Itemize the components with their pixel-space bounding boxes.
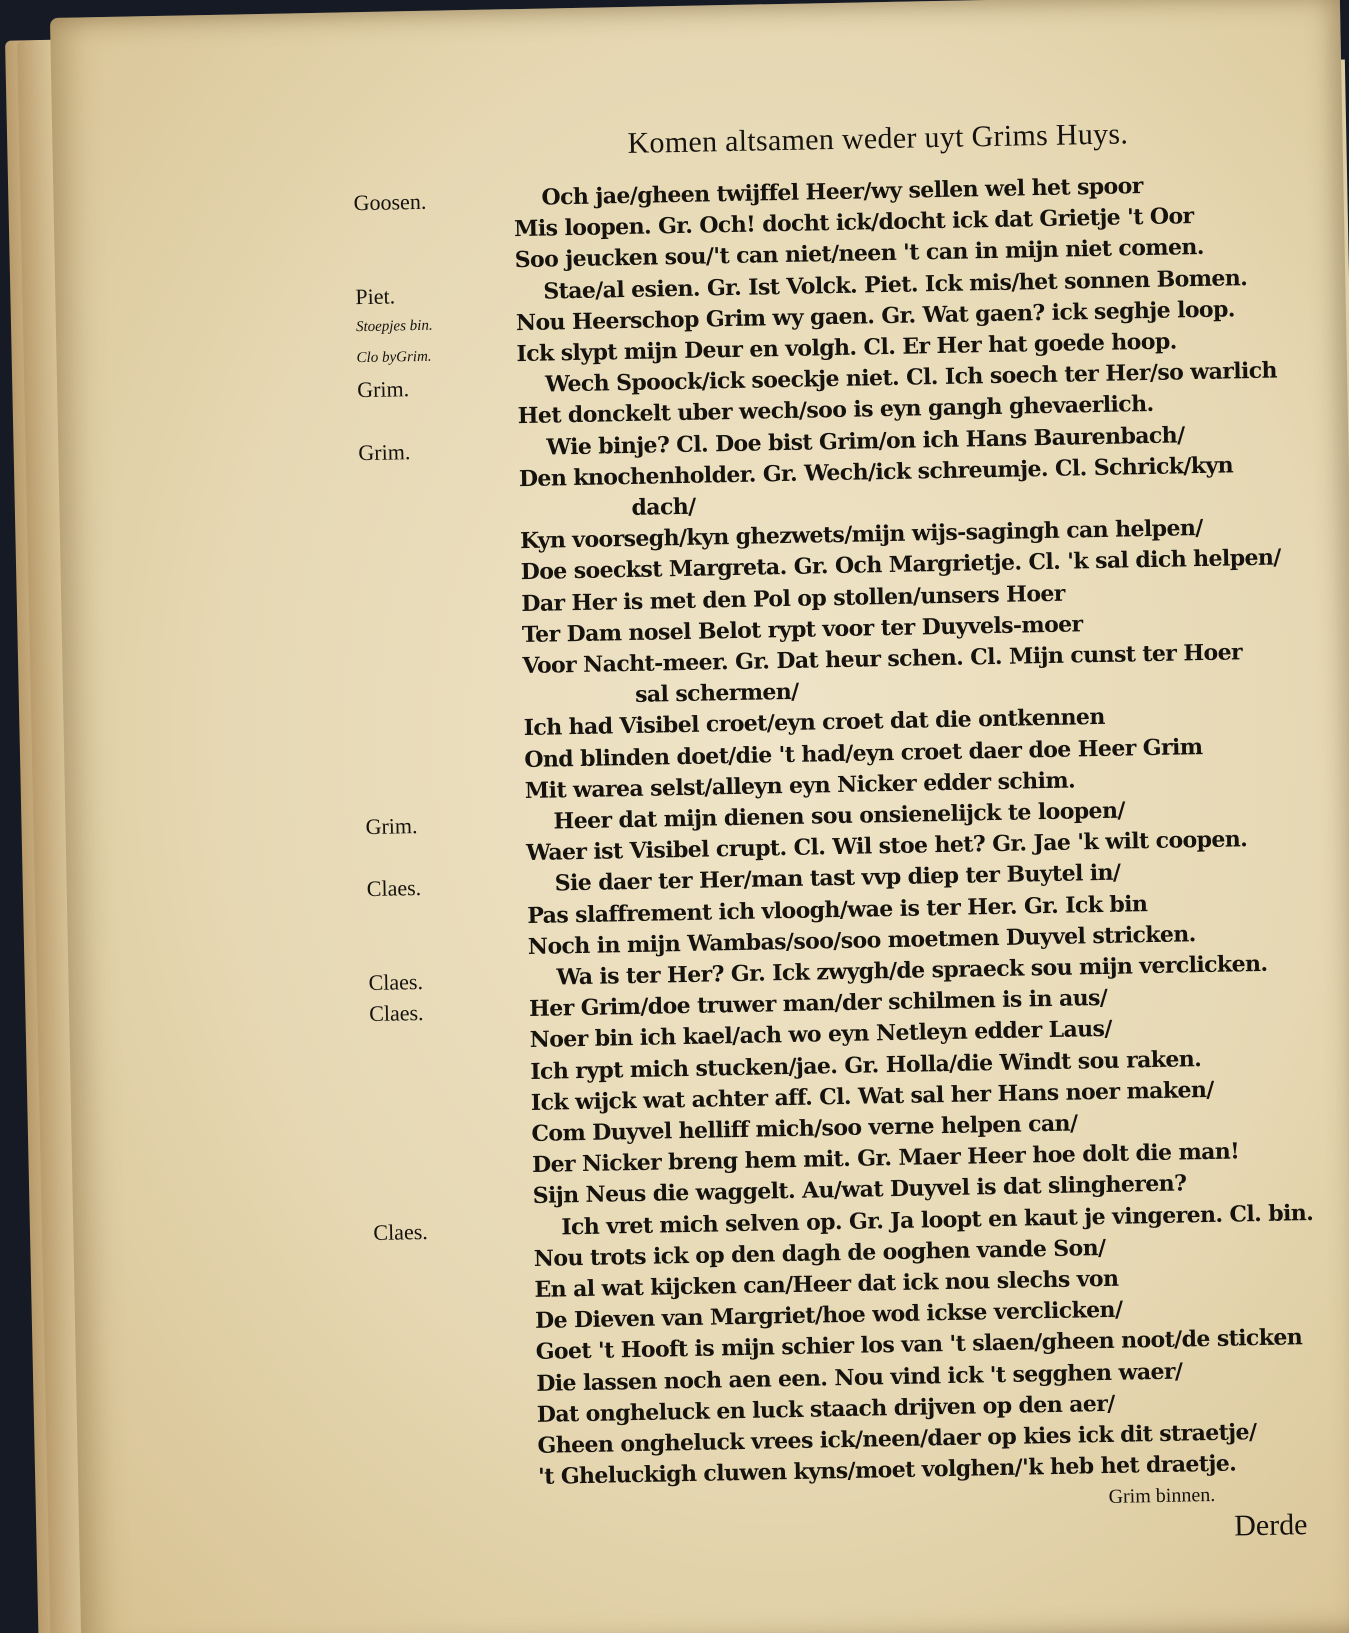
verse-text: Pas slaffrement ich vloogh/wae is ter Her. Gr. Ick bin xyxy=(527,890,1148,929)
speaker-label xyxy=(370,1030,520,1033)
speaker-label xyxy=(368,936,518,939)
verse-text: Och jae/gheen twijffel Heer/wy sellen wel het spoor xyxy=(541,173,1143,211)
speaker-label: Claes. xyxy=(368,969,424,996)
speaker-label xyxy=(359,499,509,502)
speaker-label xyxy=(358,406,508,409)
speaker-label xyxy=(361,562,511,565)
speaker-label xyxy=(371,1123,521,1126)
stage-direction: Grim binnen. xyxy=(1108,1484,1216,1509)
verse-text: Ich rypt mich stucken/jae. Gr. Holla/die Windt sou raken. xyxy=(530,1045,1202,1085)
speaker-label xyxy=(360,530,510,533)
verse-text: Dat ongheluck en luck staach drijven op den aer/ xyxy=(536,1390,1115,1428)
verse-text: Het donckelt uber wech/soo is eyn gangh ghevaerlich. xyxy=(517,391,1154,430)
verse-text: Ond blinden doet/die 't had/eyn croet daer doe Heer Grim xyxy=(524,733,1203,773)
verse-text: dach/ xyxy=(631,493,696,521)
speaker-label xyxy=(364,749,514,752)
speaker-label xyxy=(372,1154,522,1157)
speaker-label xyxy=(363,686,513,689)
speaker-label: Claes. xyxy=(373,1218,428,1245)
verse-text: 't Gheluckigh cluwen kyns/moet volghen/'k heb het draetje. xyxy=(537,1450,1237,1491)
verse-text: Ich had Visibel croet/eyn croet dat die ontkennen xyxy=(523,704,1105,742)
running-head: Komen altsamen weder uyt Grims Huys. xyxy=(627,117,1129,160)
verse-text: Sie daer ter Her/man tast vvp diep ter Buytel in/ xyxy=(554,860,1121,897)
speaker-label xyxy=(373,1186,523,1189)
verse-text: Kyn voorsegh/kyn ghezwets/mijn wijs-sagingh can helpen/ xyxy=(519,515,1203,555)
speaker-label xyxy=(361,593,511,596)
catchword: Derde xyxy=(1233,1508,1308,1543)
verse-text: De Dieven van Margriet/hoe wod ickse verclicken/ xyxy=(534,1296,1123,1335)
verse-text: Ick wijck wat achter aff. Cl. Wat sal her Hans noer maken/ xyxy=(530,1076,1214,1116)
speaker-label xyxy=(371,1092,521,1095)
verse-text: Doe soeckst Margreta. Gr. Och Margrietje. Cl. 'k sal dich helpen/ xyxy=(520,544,1281,586)
verse-text: Noch in mijn Wambas/soo/soo moetmen Duyvel stricken. xyxy=(527,920,1196,960)
verse-text: Mis loopen. Gr. Och! docht ick/docht ick dat Grietje 't Oor xyxy=(513,203,1194,243)
verse-text: Ick slypt mijn Deur en volgh. Cl. Er Her hat goede hoop. xyxy=(516,328,1177,368)
speaker-label: Claes. xyxy=(368,1000,424,1027)
verse-text: Dar Her is met den Pol op stollen/unsers Hoer xyxy=(521,580,1066,617)
verse-text: Wie binje? Cl. Doe bist Grim/on ich Hans Baurenbach/ xyxy=(546,421,1185,461)
verse-text: Goet 't Hooft is mijn schier los van 't slaen/gheen noot/de sticken xyxy=(535,1324,1303,1366)
speaker-label xyxy=(367,905,517,908)
speaker-label: Piet. xyxy=(355,283,396,309)
speaker-label xyxy=(378,1466,528,1469)
speaker-label xyxy=(354,219,504,222)
verse-text: Nou Heerschop Grim wy gaen. Gr. Wat gaen? ick seghje loop. xyxy=(515,296,1236,336)
verse-text: Noer bin ich kael/ach wo eyn Netleyn edder Laus/ xyxy=(529,1016,1113,1054)
speaker-label: Grim. xyxy=(356,376,410,403)
verse-text: Her Grim/doe truwer man/der schilmen is in aus/ xyxy=(528,985,1108,1023)
speaker-label xyxy=(377,1435,527,1438)
speaker-label: Goosen. xyxy=(353,188,427,216)
text-block xyxy=(353,104,1314,1543)
verse-text: Mit warea selst/alleyn eyn Nicker edder schim. xyxy=(524,767,1076,804)
verse-text: Wech Spoock/ick soeckje niet. Cl. Ich soech ter Her/so warlich xyxy=(544,357,1278,398)
speaker-label: Stoepjes bin. xyxy=(355,317,433,335)
speaker-label xyxy=(377,1404,527,1407)
speaker-label: Claes. xyxy=(366,875,422,902)
verse-text: Com Duyvel helliff mich/soo verne helpen can/ xyxy=(531,1110,1078,1147)
verse-text: Heer dat mijn dienen sou onsienelijck te loopen/ xyxy=(553,797,1126,835)
verse-text: Ter Dam nosel Belot rypt voor ter Duyvels-moer xyxy=(521,611,1083,648)
speaker-label xyxy=(370,1061,520,1064)
verse-text: Voor Nacht-meer. Gr. Dat heur schen. Cl. Mijn cunst ter Hoer xyxy=(522,639,1243,680)
speaker-label xyxy=(365,780,515,783)
speaker-label xyxy=(374,1248,524,1251)
speaker-label xyxy=(362,655,512,658)
verse-text: Nou trots ick op den dagh de ooghen vande Son/ xyxy=(533,1234,1106,1272)
speaker-label: Grim. xyxy=(365,813,418,840)
speaker-label xyxy=(359,468,509,471)
verse-text: Den knochenholder. Gr. Wech/ick schreumje. Cl. Schrick/kyn xyxy=(518,452,1234,492)
verse-text: Gheen ongheluck vrees ick/neen/daer op kies ick dit straetje/ xyxy=(537,1419,1257,1459)
verse-text: Ich vret mich selven op. Gr. Ja loopt en kaut je vingeren. Cl. bin. xyxy=(561,1199,1314,1240)
speaker-label xyxy=(376,1373,526,1376)
speaker-label xyxy=(364,718,514,721)
speaker-label xyxy=(374,1279,524,1282)
book-page xyxy=(50,0,1349,1633)
verse-text: En al wat kijcken can/Heer dat ick nou slechs von xyxy=(534,1265,1119,1303)
verse-text: Stae/al esien. Gr. Ist Volck. Piet. Ick mis/het sonnen Bomen. xyxy=(543,264,1248,305)
speaker-label xyxy=(375,1310,525,1313)
speaker-label xyxy=(366,842,516,845)
speaker-label xyxy=(376,1342,526,1345)
verse-text: Die lassen noch aen een. Nou vind ick 't segghen waer/ xyxy=(536,1358,1183,1397)
verse-text: Waer ist Visibel crupt. Cl. Wil stoe het? Gr. Jae 'k wilt coopen. xyxy=(525,826,1248,867)
verse-text: sal schermen/ xyxy=(634,678,799,709)
speaker-label xyxy=(355,250,505,253)
verse-text: Soo jeucken sou/'t can niet/neen 't can in mijn niet comen. xyxy=(514,234,1205,274)
speaker-label: Grim. xyxy=(358,438,411,465)
verse-text: Wa is ter Her? Gr. Ick zwygh/de spraeck sou mijn verclicken. xyxy=(556,950,1268,991)
verse-text: Der Nicker breng hem mit. Gr. Maer Heer hoe dolt die man! xyxy=(531,1138,1240,1179)
speaker-label: Clo byGrim. xyxy=(356,348,432,367)
verse-text: Sijn Neus die waggelt. Au/wat Duyvel is dat slingheren? xyxy=(532,1170,1187,1210)
speaker-label xyxy=(362,624,512,627)
